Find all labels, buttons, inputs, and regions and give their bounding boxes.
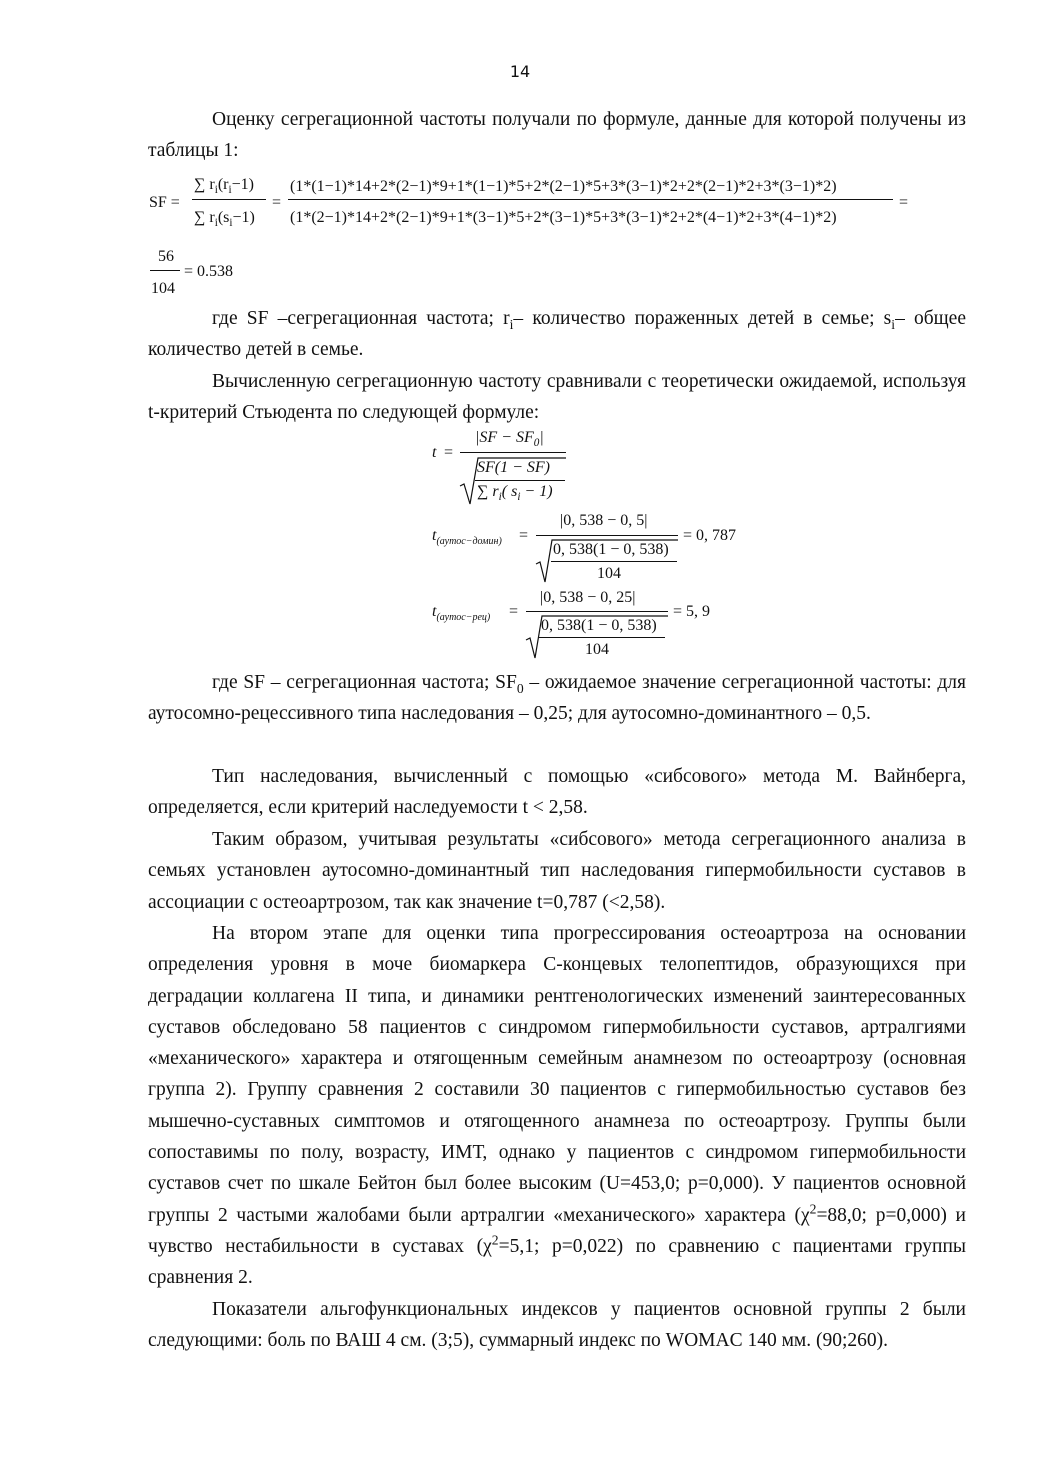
- t-rec-symbol: $t_{(аутос-рец)}$: [432, 603, 491, 624]
- paragraph-inheritance-type: Тип наследования, вычисленный с помощью «сибсового» метода М. Вайнберга, определяется, если критерий наследуемости t < 2,58.: [148, 766, 966, 819]
- sf-result-den: 104: [151, 280, 175, 297]
- sf-den-right: (1*(2−1)*14+2*(2−1)*9+1*(3−1)*5+2*(3−1)*5+3*(3−1)*2+2*(4−1)*2+3*(4−1)*2): [290, 209, 837, 226]
- t-radicand-num: SF(1 − SF): [477, 459, 550, 476]
- t-rec-fraction-line: [526, 611, 668, 612]
- t-dom-radicand-num: 0, 538(1 − 0, 538): [553, 541, 669, 558]
- t-rec-radicand-line: [539, 637, 665, 638]
- t-rec-eq: =: [509, 603, 519, 620]
- sf-num-right: (1*(1−1)*14+2*(2−1)*9+1*(1−1)*5+2*(2−1)*5+3*(3−1)*2+2*(2−1)*2+3*(3−1)*2): [290, 178, 837, 195]
- paragraph-conclusion: Таким образом, учитывая результаты «сибсового» метода сегрегационного анализа в семьях установлен аутосомно-доминантный тип наследования гипермобильности суставов в ассоциации с остеоартрозом, так как значение t=0,787 (<2,58).: [148, 829, 966, 913]
- sf-lhs: SF =: [149, 194, 180, 211]
- t-numerator: $|SF - SF_0|$: [475, 429, 544, 450]
- t-dom-radicand-line: [551, 561, 677, 562]
- paragraph-intro: Оценку сегрегационной частоты получали по формуле, данные для которой получены из таблицы 1:: [148, 109, 966, 162]
- t-rec-radicand-den: 104: [585, 641, 609, 658]
- sf-result-line: [150, 270, 180, 271]
- page-number: 14: [509, 62, 531, 81]
- sf-eq2: =: [899, 194, 909, 211]
- t-dom-numerator: |0, 538 − 0, 5|: [560, 512, 648, 529]
- t-radicand-line: [475, 480, 565, 481]
- t-rec-numerator: |0, 538 − 0, 25|: [540, 589, 636, 606]
- paragraph-where-2: где SF – сегрегационная частота; $SF_0$ – ожидаемое значение сегрегационной частоты: для аутосомно-рецессивного типа наследования – 0,25; для аутосомно-доминантного – 0,5.: [148, 672, 966, 725]
- t-dom-result: = 0, 787: [683, 527, 737, 544]
- sf-fraction-line-right: [288, 199, 893, 200]
- t-radicand-den: ∑ $r_i$( $s_i - 1$): [477, 483, 553, 504]
- sf-result-num: 56: [158, 248, 174, 265]
- t-symbol: t: [432, 444, 437, 461]
- t-fraction-line: [460, 452, 566, 453]
- t-eq: =: [444, 444, 454, 461]
- t-dom-symbol: $t_{(аутос-домин)}$: [432, 527, 502, 548]
- sf-fraction-line-left: [192, 199, 266, 200]
- paragraph-stage-2: На втором этапе для оценки типа прогрессирования остеоартроза на основании определения уровня в моче биомаркера С-концевых телопептидов, образующихся при деградации коллагена II типа, и динамики рентгенологических изменений заинтересованных суставов обследовано 58 пациентов с синдромом гипермобильности суставов, артралгиями «механического» характера и отягощенным семейным анамнезом по остеоартрозу (основная группа 2). Группу сравнения 2 составили 30 пациентов с гипермобильностью суставов без мышечно-суставных симптомов и отягощенного анамнеза по остеоартрозу. Группы были сопоставимы по полу, возрасту, ИМТ, однако у пациентов с синдромом гипермобильности суставов счет по шкале Бейтон был более высоким (U=453,0; p=0,000). У пациентов основной группы 2 частыми жалобами были артралгии «механического» характера ($\chi^2=88,0$; p=0,000) и чувство нестабильности в суставах ($\chi^2=5,1$; p=0,022) по сравнению с пациентами группы сравнения 2.: [148, 923, 966, 1289]
- t-dom-eq: =: [519, 527, 529, 544]
- sf-den-left: ∑ $r_i(s_i-1)$: [194, 209, 255, 230]
- paragraph-where-1: где SF –сегрегационная частота; $r_i-$ количество пораженных детей в семье; $s_i-$ общее количество детей в семье.: [148, 308, 966, 361]
- t-rec-radicand-num: 0, 538(1 − 0, 538): [541, 617, 657, 634]
- sf-num-left: ∑ $r_i(r_i-1)$: [194, 176, 254, 197]
- t-dom-fraction-line: [536, 535, 678, 536]
- sf-eq1: =: [272, 194, 282, 211]
- t-rec-result: = 5, 9: [673, 603, 711, 620]
- paragraph-indices: Показатели альгофункциональных индексов у пациентов основной группы 2 были следующими: боль по ВАШ 4 см. (3;5), суммарный индекс по WOMAC 140 мм. (90;260).: [148, 1299, 966, 1352]
- paragraph-compare: Вычисленную сегрегационную частоту сравнивали с теоретически ожидаемой, используя t-критерий Стьюдента по следующей формуле:: [148, 371, 966, 424]
- sf-result-value: = 0.538: [184, 263, 234, 280]
- t-dom-radicand-den: 104: [597, 565, 621, 582]
